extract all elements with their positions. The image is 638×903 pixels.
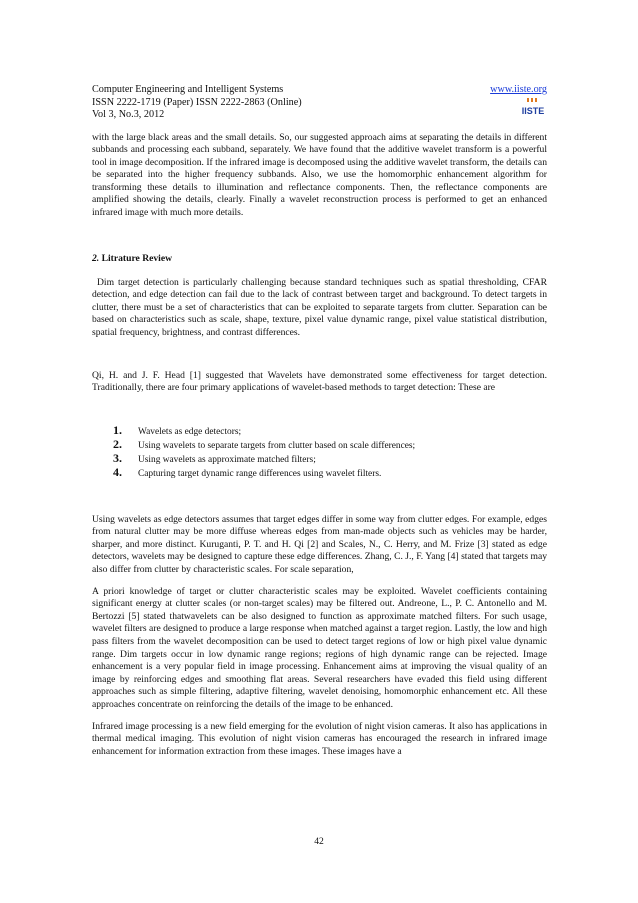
- list-item: [113, 452, 547, 466]
- section-heading: [92, 253, 547, 265]
- a-priori-paragraph: A priori knowledge of target or clutter characteristic scales may be exploited. Wavelet coefficients containing significant energy at clutter scales (or non-target scales) may be filtered out. Andreone, L., P. C. Antonello and M. Bertozzi [5] stated thatwavelets can be also designed to function as approximate matched filters. For such usage, wavelet filters are designed to produce a large response when matched against a target region. Lastly, the low and high pass filters from the wavelet decomposition can be used to detect target regions of low or high pixel value dynamic range. Dim targets occur in low dynamic range regions; regions of high dynamic range can be rejected. Image enhancement is a very popular field in image processing. Enhancement aims at improving the visual quality of an image by reinforcing edges and smoothing flat areas. Several researchers have evaded this field using different approaches such as simple filtering, adaptive filtering, wavelet denoising, homomorphic enhancement etc. All these approaches concentrate on reinforcing the details of the image to be enhanced.: [92, 585, 547, 710]
- list-text: Using wavelets to separate targets from clutter based on scale differences;: [138, 441, 416, 452]
- journal-title: Computer Engineering and Intelligent Systems: [92, 84, 284, 95]
- section-title: Litrature Review: [101, 252, 173, 264]
- list-number: 2.: [113, 437, 122, 452]
- running-header: [92, 84, 547, 122]
- list-text: Capturing target dynamic range differences using wavelet filters.: [138, 469, 382, 480]
- svg-text:IISTE: IISTE: [521, 106, 545, 116]
- list-number: 1.: [113, 422, 122, 437]
- section-number: 2.: [92, 252, 100, 264]
- list-item: [113, 438, 547, 452]
- list-number: 3.: [113, 451, 122, 466]
- dim-target-paragraph: Dim target detection is particularly challenging because standard techniques such as spatial thresholding, CFAR detection, and edge detection can fail due to the lack of contrast between target and background. To detect targets in clutter, there must be a set of characteristics that can be exploited to separate targets from clutter. Separation can be based on characteristics such as scale, shape, texture, pixel value dynamic range, pixel value statistical distribution, spatial frequency, brightness, and contrast differences.: [92, 276, 547, 339]
- list-item: [113, 424, 547, 438]
- wavelet-applications-paragraph: Qi, H. and J. F. Head [1] suggested that Wavelets have demonstrated some effectiveness for target detection. Traditionally, there are four primary applications of wavelet-based methods to target detection: These are: [92, 369, 547, 394]
- page-body: [92, 84, 547, 758]
- intro-paragraph: with the large black areas and the small details. So, our suggested approach aims at separating the details in different subbands and processing each subband, separately. We have found that the additive wavelet transform is a powerful tool in image decomposition. If the infrared image is decomposed using the additive wavelet transform, the details can be separated into the higher frequency subbands. Also, we use the homomorphic enhancement algorithm for transforming these details to illumination and reflectance components. Then, the reflectance components are amplified showing the details, clearly. Finally a wavelet reconstruction process is performed to get an enhanced infrared image with much more details.: [92, 131, 547, 219]
- list-text: Using wavelets as approximate matched filters;: [138, 455, 316, 466]
- list-text: Wavelets as edge detectors;: [138, 426, 242, 437]
- volume-line: Vol 3, No.3, 2012: [92, 109, 165, 120]
- journal-url-link[interactable]: www.iiste.org: [490, 84, 547, 95]
- page-number: 42: [314, 836, 324, 847]
- applications-list: [92, 424, 547, 481]
- list-number: 4.: [113, 465, 122, 480]
- iiste-logo: [519, 97, 547, 117]
- edge-detectors-paragraph: Using wavelets as edge detectors assumes that target edges differ in some way from clutter edges. For example, edges from natural clutter may be more diffuse whereas edges from man-made objects such as vehicles may be harder, sharper, and more distinct. Kuruganti, P. T. and H. Qi [2] and Scales, N., C. Herry, and M. Frize [3] stated as edge detectors, wavelets may be designed to capture these edge differences. Zhang, C. J., F. Yang [4] stated that targets may also differ from clutter by characteristic scales. For scale separation,: [92, 513, 547, 575]
- infrared-paragraph: Infrared image processing is a new field emerging for the evolution of night vision cameras. It also has applications in thermal medical imaging. This evolution of night vision cameras has encouraged the research in infrared image enhancement for information extraction from these images. These images have a: [92, 720, 547, 757]
- issn-line: ISSN 2222-1719 (Paper) ISSN 2222-2863 (Online): [92, 96, 302, 108]
- list-item: [113, 466, 547, 480]
